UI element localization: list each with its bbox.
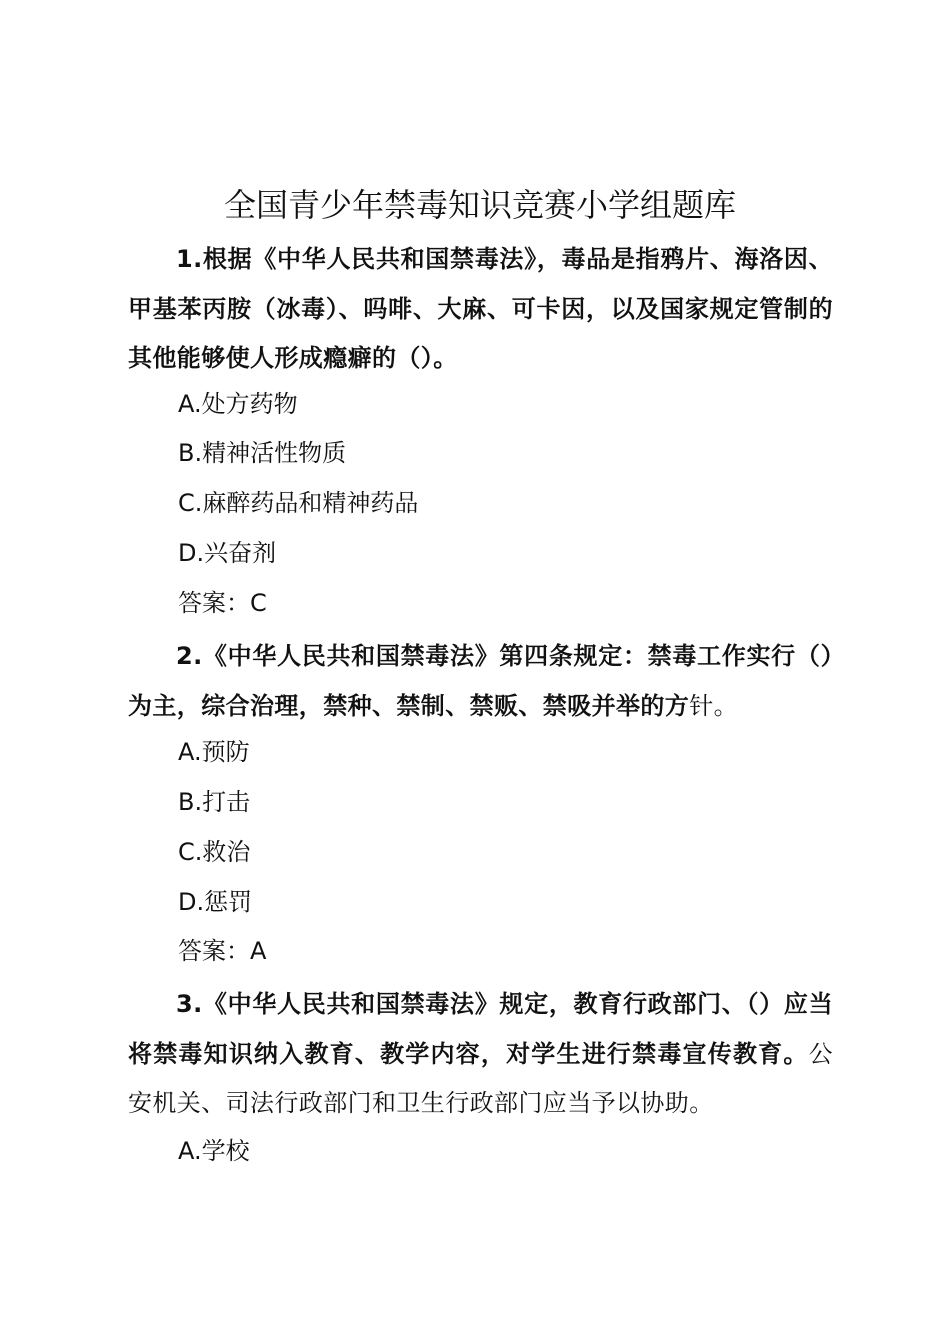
question-2-option-d: D.惩罚 <box>178 888 253 916</box>
question-3-stem <box>128 980 833 1129</box>
question-1-option-a: A.处方药物 <box>178 390 298 418</box>
question-1-option-b: B.精神活性物质 <box>178 439 347 467</box>
question-2-option-b: B.打击 <box>178 788 251 816</box>
question-1-answer: 答案：C <box>178 589 267 617</box>
document-title: 全国青少年禁毒知识竞赛小学组题库 <box>223 186 736 224</box>
question-1-option-c: C.麻醉药品和精神药品 <box>178 489 419 517</box>
question-3-option-a: A.学校 <box>178 1137 250 1165</box>
question-2-option-a: A.预防 <box>178 738 250 766</box>
question-1-stem <box>128 235 833 384</box>
question-2-stem-tail: 针。 <box>689 691 739 720</box>
question-2-stem <box>128 632 833 731</box>
question-3-stem-tail: 公安机关、司法行政部门和卫生行政部门应当予以协助。 <box>128 1039 833 1117</box>
question-2-answer: 答案：A <box>178 937 267 965</box>
question-2-option-c: C.救治 <box>178 838 251 866</box>
question-1-stem-text: 1.根据《中华人民共和国禁毒法》，毒品是指鸦片、海洛因、甲基苯丙胺（冰毒）、吗啡、大麻、可卡因，以及国家规定管制的其他能够使人形成瘾癖的（）。 <box>128 245 833 372</box>
question-2-stem-text: 2.《中华人民共和国禁毒法》第四条规定：禁毒工作实行（）为主，综合治理，禁种、禁制、禁贩、禁吸并举的方 <box>128 642 833 720</box>
question-1-option-d: D.兴奋剂 <box>178 539 277 567</box>
question-3-stem-text: 3.《中华人民共和国禁毒法》规定，教育行政部门、（）应当将禁毒知识纳入教育、教学内容，对学生进行禁毒宣传教育。 <box>128 990 833 1068</box>
